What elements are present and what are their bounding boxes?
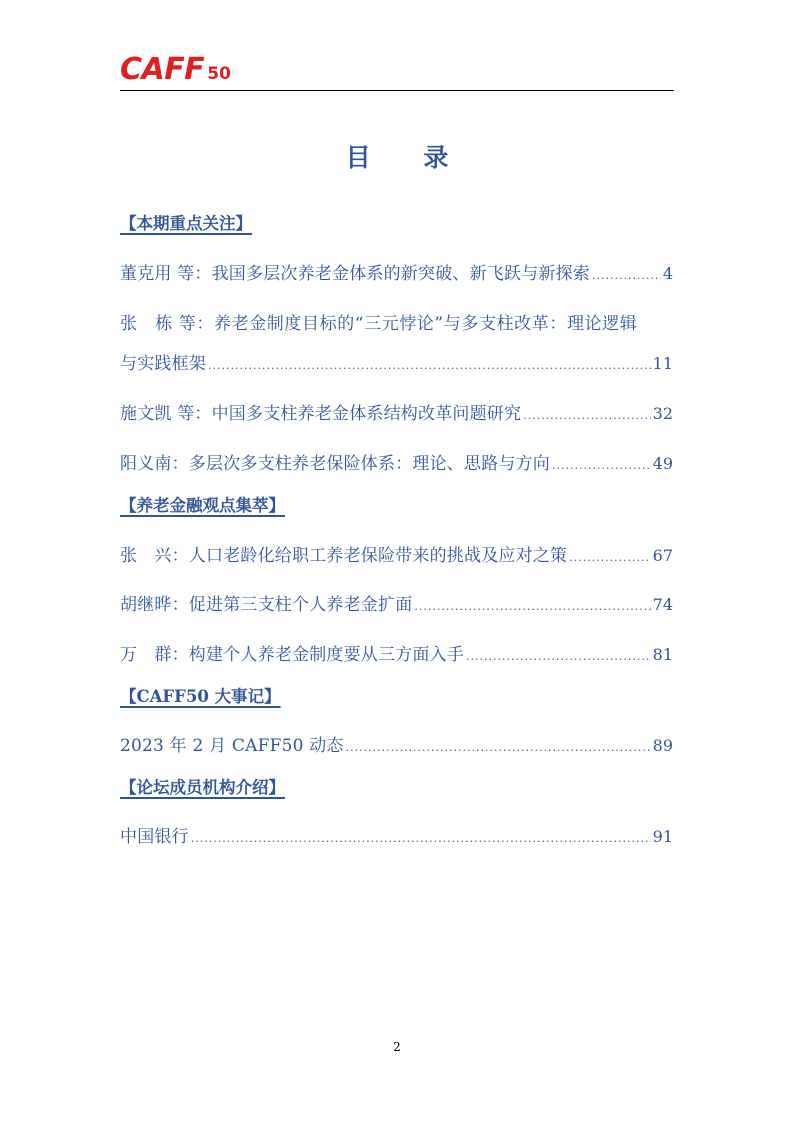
toc-entry-text: 万 群：构建个人养老金制度要从三方面入手 (120, 645, 464, 665)
toc-entry-text: 与实践框架 (120, 354, 206, 374)
logo-caff: CAFF (120, 52, 205, 87)
toc-entry-text: 2023 年 2 月 CAFF50 动态 (120, 736, 344, 756)
toc-entry[interactable] (120, 592, 673, 620)
dot-leader (191, 826, 651, 852)
section-heading-text: 【论坛成员机构介绍】 (120, 778, 285, 797)
toc-entry-page: 49 (652, 454, 673, 473)
section-heading-text: 【本期重点关注】 (120, 214, 252, 233)
section-heading-focus (120, 212, 252, 236)
toc-entry-text: 胡继晔：促进第三支柱个人养老金扩面 (120, 595, 413, 615)
section-heading-views (120, 494, 285, 518)
toc-entry-text: 阳义南：多层次多支柱养老保险体系：理论、思路与方向 (120, 454, 550, 474)
toc-entry-page: 11 (652, 354, 673, 373)
section-heading-text: 【养老金融观点集萃】 (120, 496, 285, 515)
header-rule (120, 90, 674, 91)
toc-entry[interactable] (120, 451, 673, 479)
toc-entry-text: 张 兴：人口老龄化给职工养老保险带来的挑战及应对之策 (120, 546, 568, 566)
toc-entry[interactable] (120, 401, 673, 429)
toc-entry-text: 施文凯 等：中国多支柱养老金体系结构改革问题研究 (120, 404, 522, 424)
toc-entry-line1[interactable]: 张 栋 等：养老金制度目标的“三元悖论”与多支柱改革：理论逻辑 (120, 314, 638, 334)
logo-50: 50 (207, 64, 231, 84)
toc-entry-page: 91 (652, 827, 673, 846)
dot-leader (569, 545, 650, 571)
toc-entry-page: 74 (652, 595, 673, 614)
toc-entry-page: 89 (652, 736, 673, 755)
toc-entry[interactable] (120, 543, 673, 571)
toc-entry[interactable] (120, 824, 673, 852)
dot-leader (523, 403, 650, 429)
toc-entry-page: 67 (652, 546, 673, 565)
toc-title: 目 录 (345, 143, 471, 172)
dot-leader (414, 594, 650, 620)
toc-entry[interactable] (120, 642, 673, 670)
toc-entry[interactable] (120, 733, 673, 761)
section-heading-members (120, 776, 285, 800)
header-logo (120, 52, 231, 88)
toc-entry-page: 32 (652, 404, 673, 423)
dot-leader (552, 453, 651, 479)
toc-entry-text: 中国银行 (120, 827, 189, 847)
page-number: 2 (393, 1040, 401, 1054)
toc-entry-page: 81 (652, 645, 673, 664)
toc-entry[interactable] (120, 351, 673, 379)
dot-leader (466, 644, 651, 670)
section-heading-events (120, 685, 281, 709)
toc-entry-text: 董克用 等：我国多层次养老金体系的新突破、新飞跃与新探索 (120, 264, 591, 284)
toc-entry[interactable] (120, 261, 673, 289)
dot-leader (208, 353, 651, 379)
toc-entry-page: 4 (662, 264, 673, 283)
dot-leader (346, 735, 651, 761)
dot-leader (592, 263, 661, 289)
section-heading-text: 【CAFF50 大事记】 (120, 687, 281, 706)
